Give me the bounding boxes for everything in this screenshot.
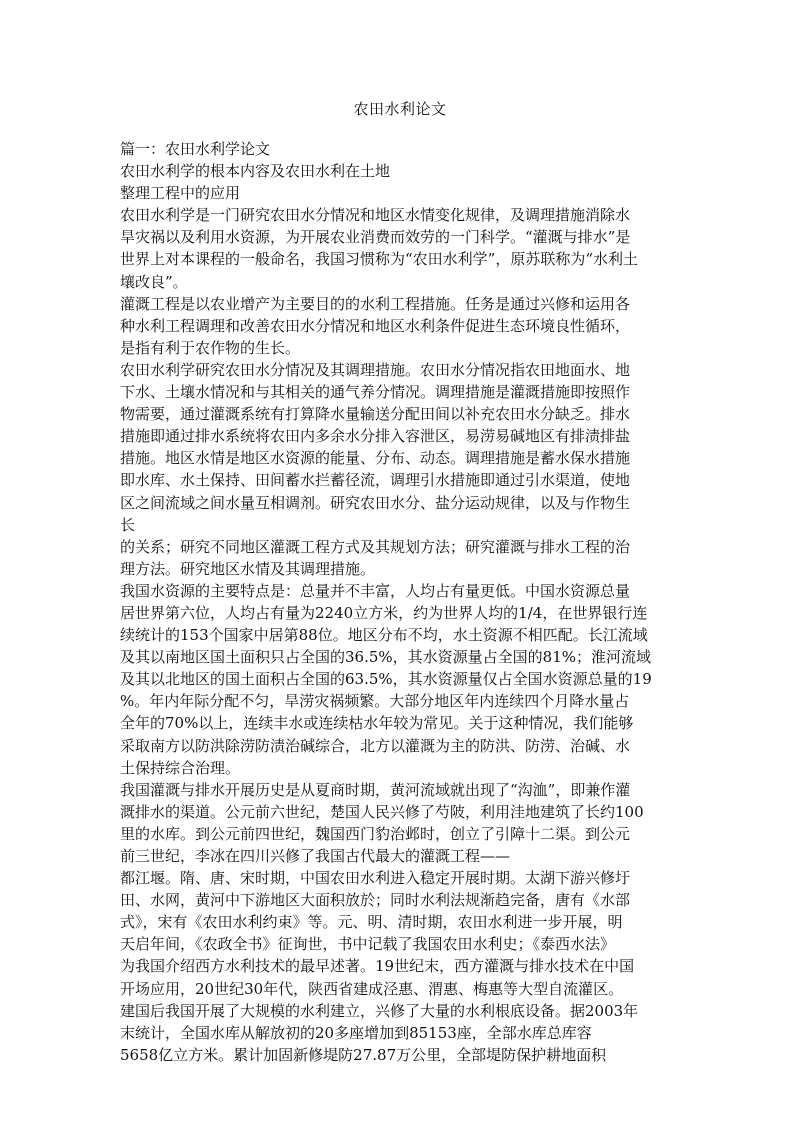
text-line: 世界上对本课程的一般命名，我国习惯称为“农田水利学”，原苏联称为“水利土: [120, 250, 639, 269]
text-line: 及其以北地区的国土面积占全国的63.5%，其水资源量仅占全国水资源总量的19: [120, 670, 652, 689]
text-line: 为我国介绍西方水利技术的最早述著。19世纪末，西方灌溉与排水技术在中国: [120, 957, 635, 976]
text-line: 物需要，通过灌溉系统有打算降水量输送分配田间以补充农田水分缺乏。排水: [120, 405, 631, 424]
text-line: 篇一：农田水利学论文: [120, 140, 271, 158]
text-line: 土保持综合治理。: [120, 758, 241, 777]
document-title: 农田水利论文: [353, 100, 447, 118]
text-line: 及其以南地区国土面积只占全国的36.5%，其水资源量占全国的81%；淮河流域: [120, 648, 651, 667]
text-line: 农田水利学研究农田水分情况及其调理措施。农田水分情况指农田地面水、地: [120, 360, 631, 379]
text-line: 理方法。研究地区水情及其调理措施。: [120, 559, 376, 578]
text-line: 区之间流域之间水量互相调剂。研究农田水分、盐分运动规律，以及与作物生: [120, 493, 631, 512]
text-line: 即水库、水土保持、田间蓄水拦蓄径流，调理引水措施即通过引水渠道，使地: [120, 471, 631, 490]
text-line: 是指有利于农作物的生长。: [120, 338, 301, 357]
text-line: 建国后我国开展了大规模的水利建立，兴修了大量的水利根底设备。据2003年: [120, 1001, 639, 1020]
text-line: 灌溉工程是以农业增产为主要目的的水利工程措施。任务是通过兴修和运用各: [120, 294, 631, 313]
text-line: %。年内年际分配不匀，旱涝灾祸频繁。大部分地区年内连续四个月降水量占: [120, 692, 630, 711]
text-line: 居世界第六位，人均占有量为2240立方米，约为世界人均的1/4，在世界银行连: [120, 603, 648, 622]
text-line: 长: [120, 515, 136, 534]
text-line: 种水利工程调理和改善农田水分情况和地区水利条件促进生态环境良性循环，: [120, 316, 631, 335]
text-line: 的关系；研究不同地区灌溉工程方式及其规划方法；研究灌溉与排水工程的治: [120, 537, 631, 556]
text-line: 溉排水的渠道。公元前六世纪，楚国人民兴修了芍陂，利用洼地建筑了长约100: [120, 802, 644, 821]
text-line: 壤改良”。: [120, 272, 188, 291]
text-line: 天启年间，《农政全书》征询世，书中记载了我国农田水利史；《泰西水法》: [120, 935, 616, 954]
text-line: 前三世纪，李冰在四川兴修了我国古代最大的灌溉工程——: [120, 847, 511, 865]
document-body: [120, 138, 690, 1066]
text-line: 末统计，全国水库从解放初的20多座增加到85153座，全部水库总库容: [120, 1023, 592, 1042]
text-line: 全年的70%以上，连续丰水或连续枯水年较为常见。关于这种情况，我们能够: [120, 714, 634, 733]
text-line: 农田水利学是一门研究农田水分情况和地区水情变化规律，及调理措施消除水: [120, 206, 631, 225]
text-line: 下水、土壤水情况和与其相关的通气养分情况。调理措施是灌溉措施即按照作: [120, 383, 631, 402]
text-line: 措施即通过排水系统将农田内多余水分排入容泄区，易涝易碱地区有排渍排盐: [120, 427, 631, 446]
text-line: 田、水网，黄河中下游地区大面积放於；同时水利法规渐趋完备，唐有《水部: [120, 891, 631, 910]
text-line: 都江堰。隋、唐、宋时期，中国农田水利进入稳定开展时期。太湖下游兴修圩: [120, 869, 631, 888]
text-line: 续统计的153个国家中居第88位。地区分布不均，水土资源不相匹配。长江流域: [120, 626, 648, 645]
text-line: 采取南方以防洪除涝防渍治碱综合，北方以灌溉为主的防洪、防涝、治碱、水: [120, 736, 631, 755]
text-line: 我国灌溉与排水开展历史是从夏商时期，黄河流域就出现了“沟洫”，即兼作灌: [120, 780, 631, 799]
text-line: 开场应用，20世纪30年代，陕西省建成泾惠、渭惠、梅惠等大型自流灌区。: [120, 979, 624, 998]
text-line: 旱灾祸以及利用水资源，为开展农业消费而效劳的一门科学。“灌溉与排水”是: [120, 228, 631, 247]
text-line: 式》，宋有《农田水利约束》等。元、明、清时期，农田水利进一步开展，明: [120, 913, 623, 932]
text-line: 5658亿立方米。累计加固新修堤防27.87万公里，全部堤防保护耕地面积: [120, 1045, 607, 1064]
text-line: 农田水利学的根本内容及农田水利在土地: [120, 162, 391, 181]
text-line: 整理工程中的应用: [120, 184, 241, 203]
text-line: 措施。地区水情是地区水资源的能量、分布、动态。调理措施是蓄水保水措施: [120, 449, 631, 468]
text-line: 里的水库。到公元前四世纪，魏国西门豹治邺时，创立了引障十二渠。到公元: [120, 824, 631, 843]
text-line: 我国水资源的主要特点是：总量并不丰富，人均占有量更低。中国水资源总量: [120, 581, 631, 600]
